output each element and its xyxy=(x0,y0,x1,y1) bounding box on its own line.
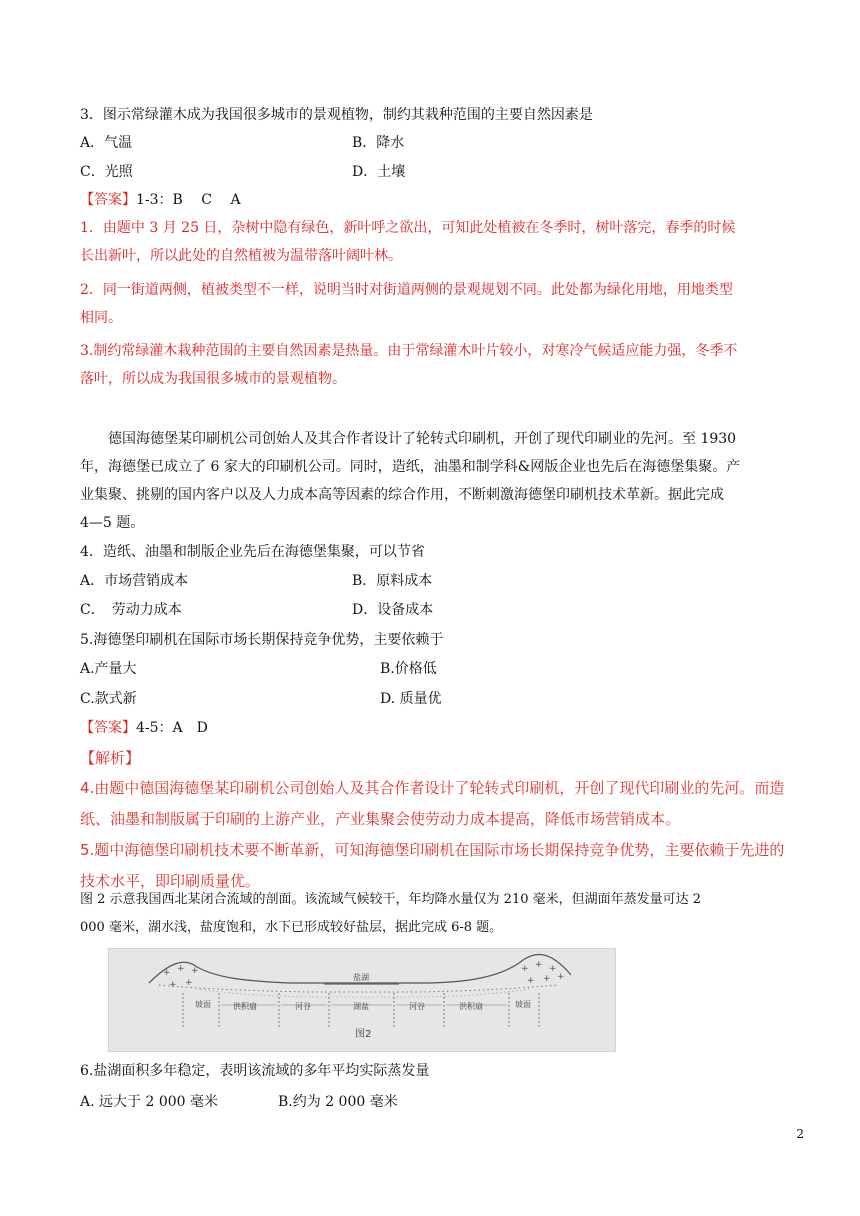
explain-1-3-line-5: 3.制约常绿灌木栽种范围的主要自然因素是热量。由于常绿灌木叶片较小，对寒冷气候适应能力强，冬季不 xyxy=(80,343,738,359)
q6-option-a: A. 远大于 2 000 毫米 xyxy=(80,1094,218,1110)
svg-text:+: + xyxy=(163,968,171,978)
salt-lake-label: 盐湖 xyxy=(353,973,369,982)
explain-1-3-line-2: 长出新叶，所以此处的自然植被为温带落叶阔叶林。 xyxy=(80,248,402,264)
q5-option-c: C.款式新 xyxy=(80,691,137,707)
answer-tag: 【答案】 xyxy=(80,720,136,736)
svg-text:+: + xyxy=(527,976,535,986)
explain-4-5-line-3: 5.题中海德堡印刷机技术要不断革新，可知海德堡印刷机在国际市场长期保持竞争优势，主要依赖于先进的 xyxy=(80,841,785,859)
q5-option-d: D. 质量优 xyxy=(380,691,442,707)
svg-text:+: + xyxy=(549,964,557,974)
sediment-dots xyxy=(159,985,559,992)
q4-stem: 4．造纸、油墨和制版企业先后在海德堡集聚，可以节省 xyxy=(80,544,425,560)
answer-text: 1-3：B C A xyxy=(136,192,241,208)
passage-6-8-line-1: 图 2 示意我国西北某闭合流域的剖面。该流域气候较干，年均降水量仅为 210 毫米，但湖面年蒸发量可达 2 xyxy=(80,892,702,907)
figure-2-basin-profile xyxy=(108,948,616,1052)
passage-6-8-line-2: 000 毫米，湖水浅，盐度饱和，水下已形成较好盐层，据此完成 6-8 题。 xyxy=(80,920,503,935)
q3-option-a: A．气温 xyxy=(80,135,133,151)
q5-option-b: B.价格低 xyxy=(380,661,437,677)
zone-label-2: 洪积扇 xyxy=(233,1002,257,1011)
basin-profile-drawing xyxy=(109,949,615,1051)
explain-4-5-tag: 【解析】 xyxy=(80,749,141,767)
explain-4-5-line-4: 技术水平，即印刷质量优。 xyxy=(80,872,261,890)
svg-text:+: + xyxy=(557,972,565,982)
q6-stem: 6.盐湖面积多年稳定，表明该流域的多年平均实际蒸发量 xyxy=(80,1063,430,1079)
passage-4-5-line-1: 德国海德堡某印刷机公司创始人及其合作者设计了轮转式印刷机，开创了现代印刷业的先河。至 1930 xyxy=(108,431,737,447)
explain-4-5-line-1: 4.由题中德国海德堡某印刷机公司创始人及其合作者设计了轮转式印刷机，开创了现代印刷业的先河。而造 xyxy=(80,779,785,797)
q5-option-a: A.产量大 xyxy=(80,661,137,677)
svg-text:+: + xyxy=(177,964,185,974)
explain-1-3-line-4: 相同。 xyxy=(80,310,122,326)
explain-1-3-line-1: 1．由题中 3 月 25 日，杂树中隐有绿色，新叶呼之欲出，可知此处植被在冬季时，树叶落完，春季的时候 xyxy=(80,220,736,236)
q4-option-a: A．市场营销成本 xyxy=(80,573,189,589)
q4-option-d: D．设备成本 xyxy=(352,602,434,618)
svg-text:+: + xyxy=(535,960,543,970)
zone-label-5: 河谷 xyxy=(409,1002,425,1011)
answer-1-3 xyxy=(80,191,241,209)
zone-label-4: 湖盆 xyxy=(353,1002,369,1011)
passage-4-5-line-3: 业集聚、挑剔的国内客户以及人力成本高等因素的综合作用，不断刺激海德堡印刷机技术革新。据此完成 xyxy=(80,487,724,503)
explain-4-5-line-2: 纸、油墨和制版属于印刷的上游产业，产业集聚会使劳动力成本提高，降低市场营销成本。 xyxy=(80,810,681,828)
svg-text:+: + xyxy=(185,978,193,988)
passage-4-5-line-2: 年，海德堡已成立了 6 家大的印刷机公司。同时，造纸，油墨和制学科&网版企业也先后在海德堡集聚。产 xyxy=(80,459,741,475)
q5-stem: 5.海德堡印刷机在国际市场长期保持竞争优势，主要依赖于 xyxy=(80,632,444,648)
answer-4-5 xyxy=(80,719,208,737)
q3-option-c: C．光照 xyxy=(80,164,133,180)
svg-text:+: + xyxy=(543,974,551,984)
q3-stem: 3．图示常绿灌木成为我国很多城市的景观植物，制约其栽种范围的主要自然因素是 xyxy=(80,107,593,123)
passage-4-5-line-4: 4—5 题。 xyxy=(80,515,145,531)
svg-text:+: + xyxy=(521,964,529,974)
q3-option-b: B．降水 xyxy=(352,135,405,151)
zone-label-7: 坡面 xyxy=(515,1000,531,1009)
q6-option-b: B.约为 2 000 毫米 xyxy=(278,1094,398,1110)
bedrock-left-symbols xyxy=(163,964,199,990)
svg-text:+: + xyxy=(191,966,199,976)
explain-1-3-line-3: 2．同一街道两侧，植被类型不一样，说明当时对街道两侧的景观规划不同。此处都为绿化用地，用地类型 xyxy=(80,282,733,298)
answer-text: 4-5：A D xyxy=(136,720,208,736)
zone-label-1: 坡面 xyxy=(195,1000,211,1009)
svg-text:+: + xyxy=(169,980,177,990)
figure-caption: 图2 xyxy=(355,1029,372,1040)
q4-option-b: B．原料成本 xyxy=(352,573,433,589)
page-number: 2 xyxy=(796,1127,804,1141)
q4-option-c: C． 劳动力成本 xyxy=(80,602,182,618)
bedrock-right-symbols xyxy=(521,960,565,986)
zone-label-6: 洪积扇 xyxy=(459,1002,483,1011)
q3-option-d: D．土壤 xyxy=(352,164,406,180)
answer-tag: 【答案】 xyxy=(80,192,136,208)
explain-1-3-line-6: 落叶，所以成为我国很多城市的景观植物。 xyxy=(80,371,346,387)
zone-label-3: 河谷 xyxy=(295,1002,311,1011)
